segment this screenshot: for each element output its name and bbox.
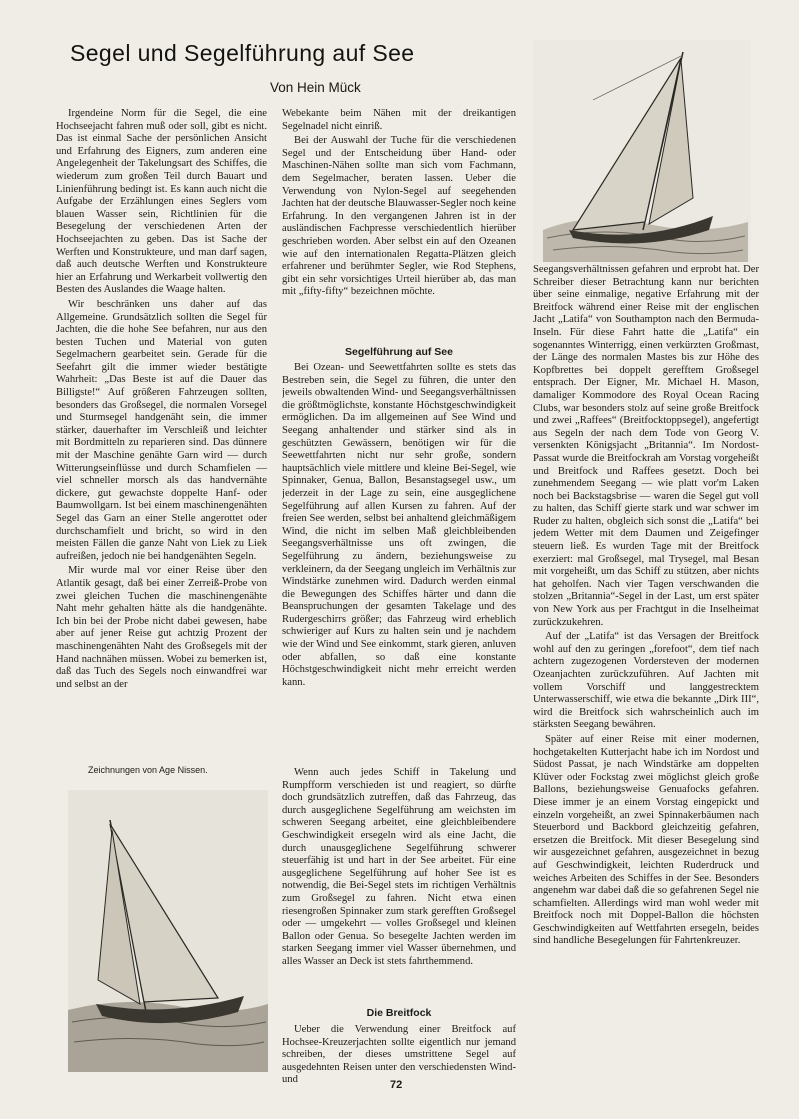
sailboat-drawing-icon	[533, 40, 751, 262]
paragraph: Irgendeine Norm für die Segel, die eine Hochseejacht fahren muß oder soll, gibt es nicht. Das ist einmal Sache der persönlichen Ansicht und Erfahrung des Eigners, zum anderen eine Angelegenheit der Takelungsart des Schiffes, die wiederum zum großen Teil durch Bauart und Linienführung bedingt ist. Es kann auch nicht die Aufgabe der Erzählungen eines Seglers vom blauen Wasser sein, Richtlinien für die Besegelung der verschiedenen Arten der Hochseejachten zu geben. Das ist Sache der Werften und Konstrukteure, und man darf sagen, daß auch deutsche Werften und Konstrukteure hier an Erfahrung und Werkarbeit vollwertig den Besten des Auslandes die Waage halten.	[56, 108, 267, 296]
section-heading: Die Breitfock	[366, 1007, 432, 1019]
illustration-credit: Zeichnungen von Age Nissen.	[88, 765, 208, 775]
text-column-2-top	[282, 108, 516, 340]
sailboat-illustration-bottom	[68, 790, 268, 1072]
page-number: 72	[390, 1079, 403, 1091]
paragraph: Wir beschränken uns daher auf das Allgemeine. Grundsätzlich sollten die Segel für Jachten, die die hohe See befahren, nur aus den besten Tuchen und Material von guten Segelmachern gearbeitet sein. Gerade für die Seefahrt gilt die immer wieder bestätigte Wahrheit: „Das Beste ist auf die Dauer das Billigste!“ Auf größeren Fahrzeugen sollten, besonders das Großsegel, die normalen Vorsegel und Sturmsegel handgenäht sein, die immer stärker, dauerhafter im Verschleiß und leichter mit Bordmitteln zu reparieren sind. Das dünnere mit der Maschine genähte Garn wird — durch Witterungseinflüsse und durch Schamfielen — viel schneller morsch als das handvernähte dickere, gut gewachste doppelte Hanf- oder Baumwollgarn. Ist bei einem maschinengenähten Segel das Garn an einer Stelle angerottet oder durchschamfielt und bricht, so wird in den meisten Fällen die ganze Naht von Liek zu Liek aufreißen, jedoch nie bei handgenähten Segeln.	[56, 298, 267, 562]
paragraph: Mir wurde mal vor einer Reise über den Atlantik gesagt, daß bei einer Zerreiß-Probe von zwei gleichen Tuchen die maschinengenähte Naht mehr gehalten hätte als die handgenähte. Ich bin bei der Probe nicht dabei gewesen, habe aber auf jener Reise gut achtzig Prozent der maschinengenähten Naht des Großsegels mit der Hand nachnähen müssen. Wobei zu bemerken ist, daß das Tuch des Segels noch einwandfrei war und selbst an der	[56, 565, 267, 690]
paragraph: Bei Ozean- und Seewettfahrten sollte es stets das Bestreben sein, die Segel zu führen, die unter den jeweils obwaltenden Wind- und Seegangsverhältnissen die größtmöglichste, konstante Höchstgeschwindigkeit ermöglichen. Da im allgemeinen auf See Wind und Seegang anhaltender und stärker sind als in geschützten Gewässern, benötigen wir für die Seewettfahrten nicht nur sehr große, sondern hauptsächlich viele mittlere und kleine Bei-Segel, wie Spinnaker, Genua, Ballon, Besanstagsegel usw., um jederzeit in der Lage zu sein, eine ausgeglichene Segelführung auf allen Kursen zu fahren. Auf der freien See werden, selbst bei anhaltend gleichmäßigem Wind, die nicht im selben Maß gleichbleibenden Seegangsverhältnisse uns oft zwingen, die Segelführung zu ändern, beziehungsweise zu verkleinern, da der Seegang ungleich im Verhältnis zur Windstärke zunehmen wird. Dadurch werden einmal die Bewegungen des Schiffes härter und dann die Beanspruchungen der gesamten Takelage und des Rudergeschirrs größer; das Fahrzeug wird erheblich schwieriger auf Kurs zu halten sein und je nachdem wie der Wind und See einkommt, stark gieren, anluven oder abfallen, so daß eine konstante Höchstgeschwindigkeit nicht mehr erreicht werden kann.	[282, 362, 516, 688]
text-column-3	[533, 264, 759, 1094]
text-column-2-middle	[282, 362, 516, 767]
text-column-1	[56, 108, 267, 758]
paragraph: Webekante beim Nähen mit der dreikantigen Segelnadel nicht einriß.	[282, 108, 516, 132]
paragraph: Später auf einer Reise mit einer modernen, hochgetakelten Kutterjacht habe ich im Nordost und Südost Passat, je nach Windstärke am doppelten Klüver oder Fockstag zwei möglichst gleich große Ballons, beziehungsweise Genuafocks gefahren. Diese immer je an einem Vorstag eingepickt und einzeln vorgeheißt, an zwei Spinnakerbäumen nach Steuerbord und Backbord gleichzeitig gefahren, ersetzen die Breitfock. Mit dieser Besegelung sind wir ausgezeichnet gefahren, ausgezeichnet in bezug auf Geschwindigkeit, leichten Ruderdruck und weiches Arbeiten des Schiffes in der See. Besonders angenehm war dabei daß die so gefahrenen Segel nie schamfielten. Allerdings wird man wohl weder mit Breitfock noch mit Doppel-Ballon die höchsten Geschwindigkeiten auf Wettfahrten ersegeln, beides sind handliche Besegelungen für Fahrtenkreuzer.	[533, 733, 759, 947]
article-author: Von Hein Mück	[270, 80, 361, 95]
section-heading: Segelführung auf See	[345, 346, 453, 358]
paragraph: Ueber die Verwendung einer Breitfock auf Hochsee-Kreuzerjachten sollte eigentlich nur jemand schreiben, der dieses umstrittene Segel auf ausgedehnten Reisen unter den verschiedensten Wind- und	[282, 1024, 516, 1086]
article-title: Segel und Segelführung auf See	[70, 40, 415, 66]
sailboat-illustration-top	[533, 40, 751, 262]
sailboat-drawing-icon	[68, 790, 268, 1072]
text-column-2-lower	[282, 767, 516, 1024]
paragraph: Wenn auch jedes Schiff in Takelung und Rumpfform verschieden ist und reagiert, so dürfte doch grundsätzlich zutreffen, daß das Fahrzeug, das durch ausgeglichene Segelführung am weichsten im schweren Seegang arbeitet, eine gleichbleibendere Geschwindigkeit ersegeln wird als eine Jacht, die durch unausgeglichene Segelführung schwerer steuerfähig ist und hart in der See arbeitet. Für eine ausgeglichene Segelführung auf hoher See ist es notwendig, die Bei-Segel stets im richtigen Verhältnis zum Großsegel zu fahren. Nicht etwa einen riesengroßen Spinnaker zum stark gerefften Großsegel oder — umgekehrt — volles Großsegel und kleinen Ballon oder Genua. So besegelte Jachten werden im starken Seegang immer viel Wasser übernehmen, und alles Wasser an Deck ist stets fahrthemmend.	[282, 767, 516, 967]
paragraph: Bei der Auswahl der Tuche für die verschiedenen Segel und der Entscheidung über Hand- oder Maschinen-Nähen sollte man sich vom Fachmann, dem Segelmacher, beraten lassen. Ueber die Verwendung von Nylon-Segel auf seegehenden Jachten hat der deutsche Blauwasser-Segler noch keine Erfahrung. In den vergangenen Jahren ist in der ausländischen Fachpresse verschiedentlich hierüber geschrieben worden. Aber selbst ein auf den Ozeanen wie auf den internationalen Regatta-Plätzen gleich erfahrener und berühmter Segler, wie Rod Stephens, gibt ein sehr vorsichtiges Urteil hierüber ab, das man mit „fifty-fifty“ bezeichnen möchte.	[282, 135, 516, 298]
paragraph: Seegangsverhältnissen gefahren und erprobt hat. Der Schreiber dieser Betrachtung kann nur berichten über seine einmalige, negative Erfahrung mit der Breitfock während einer Reise mit der englischen Jacht „Latifa“ von Southampton nach den Bermuda-Inseln. Für diese Fahrt hatte die „Latifa“ ein sogenanntes Winterrigg, einen verkürzten Großmast, der Länge des normalen Mastes bis zur Höhe des Kopfbrettes bei doppelt gerefftem Großsegel entsprach. Der Eigner, Mr. Michael H. Mason, damaliger Kommodore des Royal Ocean Racing Clubs, war besonders stolz auf seine große Breitfock und zwei „Raffees“ (Breitfocktoppsegel), angefertigt aus Segeln der nach dem Tode von Georg V. versenkten Königsjacht „Britannia“. Im Nordost-Passat wurde die Breitfockrah am Vorstag vorgeheißt und Breitfock und Raffees gesetzt. Doch bei zunehmendem Seegang — wie platt vor'm Laken noch bei Backstagsbrise — waren die Segel gut voll zu halten, das Schiff gierte stark und war schwer im Ruder zu halten, obgleich sich sonst die „Latifa“ bei jedem Wetter mit dem Daumen und Zeigefinger steuern ließ. Es wurden Tage mit der Breitfock exerziert: mal Großsegel, mal Trysegel, mal Besan mit vorgeheißt, um das Schiff zu stützen, aber nichts hat geholfen. Nach vier Tagen verschwanden die stolzen „Britannia“-Segel in der Last, um erst später von New York aus per Frachtgut in die Inselheimat zurückzukehren.	[533, 264, 759, 628]
paragraph: Auf der „Latifa“ ist das Versagen der Breitfock wohl auf den zu geringen „forefoot“, dem tief nach achtern zugezogenen Vordersteven der modernen Ozeanjachten zurückzuführen. Auf Jachten mit vollem Vorschiff und langgestrecktem Unterwasserschiff, wie etwa die bekannte „Dirk III“, wird die Breitfock sich wahrscheinlich auch im stärksten Seegang bewähren.	[533, 631, 759, 731]
